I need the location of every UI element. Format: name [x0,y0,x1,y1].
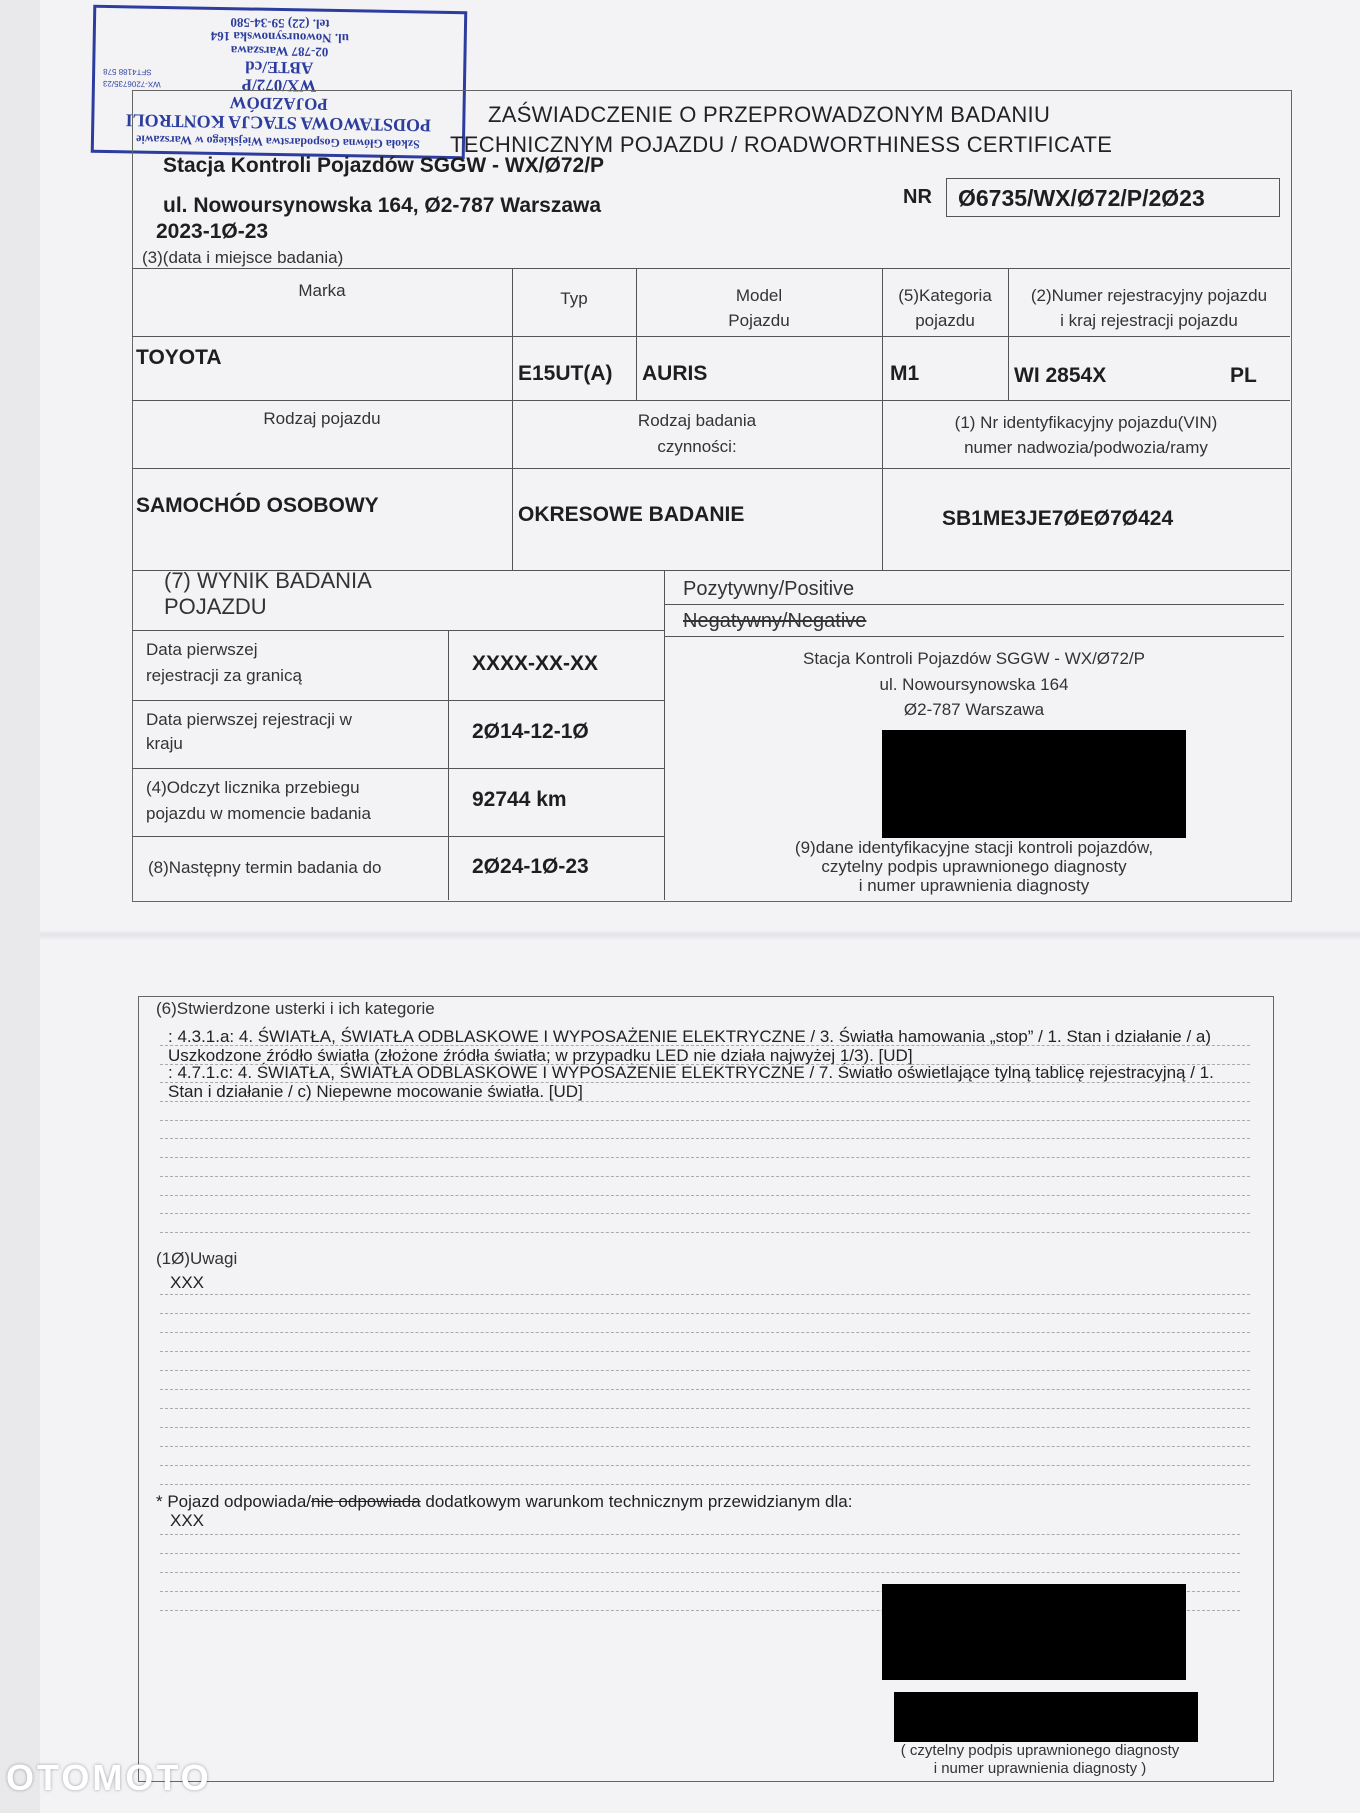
defect-line-1: : 4.3.1.a: 4. ŚWIATŁA, ŚWIATŁA ODBLASKOWE I WYPOSAŻENIE ELEKTRYCZNE / 3. Światła hamowania „stop” / 1. Stan i działanie / a) [168,1027,1212,1046]
typ-label: Typ [560,289,588,308]
defects-heading: (6)Stwierdzone usterki i ich kategorie [156,999,435,1018]
defect-line-2: Uszkodzone źródło światła (złożone źródła światła; w przypadku LED nie działa najwyżej 1/3). [UD] [168,1046,913,1065]
dotted-line [160,1082,1250,1083]
result-positive: Pozytywny/Positive [683,578,855,600]
conditions-prefix: * Pojazd odpowiada/ [156,1492,312,1511]
dotted-line [160,1195,1250,1196]
result-negative: Negatywny/Negative [683,610,867,632]
stamp-line6: 02-787 Warszawa [230,43,329,60]
result-station-line1: Stacja Kontroli Pojazdów SGGW - WX/Ø72/P [802,649,1145,668]
stamp-line1: Szkoła Główna Gospodarstwa Wiejskiego w Warszawie [136,132,420,152]
result-col-line [448,630,449,900]
stamp-line8: tel. (22) 59-34-580 [230,15,330,32]
row-line [132,468,1290,469]
result-row-line [664,636,1284,637]
result-row-line [132,836,664,837]
rodzaj-badania-label-1: Rodzaj badania [637,411,757,430]
station-name: Stacja Kontroli Pojazdów SGGW - WX/Ø72/P [163,154,605,177]
dotted-line [160,1138,1250,1139]
otomoto-watermark: OTOMOTO [6,1757,212,1798]
dotted-line [160,1313,1250,1314]
odometer-value: 92744 km [472,788,567,811]
model-value: AURIS [642,362,708,385]
dotted-line [160,1045,1250,1046]
rodzaj-pojazdu-label: Rodzaj pojazdu [263,409,381,428]
dotted-line [160,1408,1250,1409]
remarks-heading: (1Ø)Uwagi [156,1249,238,1268]
kategoria-label-1: (5)Kategoria [898,286,992,305]
first-domestic-reg-label-2: kraju [146,734,183,753]
odometer-label-1: (4)Odczyt licznika przebiegu [146,778,360,797]
dotted-line [160,1120,1250,1121]
dotted-line [160,1176,1250,1177]
stamp-line2: PODSTAWOWA STACJA KONTROLI [125,110,432,136]
title-line2: TECHNICZNYM POJAZDU / ROADWORTHINESS CERTIFICATE [450,132,1113,157]
dotted-line [160,1370,1250,1371]
nr-label: NR [903,186,932,208]
dotted-line [160,1389,1250,1390]
dotted-line [160,1465,1250,1466]
first-foreign-reg-value: XXXX-XX-XX [472,652,599,675]
inspection-date: 2023-1Ø-23 [156,220,269,243]
stamp-side2: SFT4188 578 [103,66,152,77]
dotted-line [160,1101,1250,1102]
dotted-line [160,1427,1250,1428]
dotted-line [160,1446,1250,1447]
result-station-line2: ul. Nowoursynowska 164 [879,675,1069,694]
kraj-value: PL [1230,364,1257,387]
certificate-number: Ø6735/WX/Ø72/P/2Ø23 [958,185,1205,211]
dotted-line [160,1232,1250,1233]
row-line [132,336,1290,337]
result-sign-caption-3: i numer uprawnienia diagnosty [858,876,1090,895]
wynik-label-2: POJAZDU [164,594,267,619]
result-row-line [664,604,1284,605]
marka-value: TOYOTA [136,346,222,369]
next-inspection-label: (8)Następny termin badania do [148,858,382,877]
stamp-side1: WX-7206735/23 [102,78,161,89]
conditions-value: XXX [170,1511,205,1530]
first-domestic-reg-label-1: Data pierwszej rejestracji w [146,710,352,729]
result-row-line [132,768,664,769]
redacted-signature [894,1692,1198,1742]
stamp-line3: POJAZDÓW [229,93,328,114]
wynik-label-1: (7) WYNIK BADANIA [164,568,372,593]
kategoria-value: M1 [890,362,920,385]
nr-rej-label-2: i kraj rejestracji pojazdu [1060,311,1238,330]
conditions-line [156,1492,852,1512]
marka-label: Marka [298,281,346,300]
typ-value: E15UT(A) [518,362,613,385]
next-inspection-value: 2Ø24-1Ø-23 [472,855,589,878]
redacted-signature [882,730,1186,838]
result-row-line [132,630,664,631]
station-address: ul. Nowoursynowska 164, Ø2-787 Warszawa [163,194,602,217]
remarks-value: XXX [170,1273,205,1292]
result-sign-caption-2: czytelny podpis uprawnionego diagnosty [821,857,1127,876]
nr-rej-value: WI 2854X [1014,364,1107,387]
model-label-2: Pojazdu [728,311,790,330]
first-domestic-reg-value: 2Ø14-12-1Ø [472,720,589,743]
model-label-1: Model [735,286,783,305]
odometer-label-2: pojazdu w momencie badania [146,804,371,823]
dotted-line [160,1484,1250,1485]
stamp-line5: ABTE/cd [245,57,314,78]
conditions-struck: nie odpowiada [311,1492,421,1511]
vin-label-1: (1) Nr identyfikacyjny pojazdu(VIN) [954,413,1218,432]
nr-rej-label-1: (2)Numer rejestracyjny pojazdu [1030,286,1268,305]
rodzaj-badania-value: OKRESOWE BADANIE [518,503,745,526]
result-sign-caption-1: (9)dane identyfikacyjne stacji kontroli pojazdów, [794,838,1154,857]
dotted-line [160,1534,1240,1535]
footer-sign-caption-1: ( czytelny podpis uprawnionego diagnosty [900,1742,1180,1759]
dotted-line [160,1157,1250,1158]
stamp-line4: WX/072/P [241,75,317,96]
first-foreign-reg-label-1: Data pierwszej [146,640,258,659]
defect-line-3: : 4.7.1.c: 4. ŚWIATŁA, ŚWIATŁA ODBLASKOWE I WYPOSAŻENIE ELEKTRYCZNE / 7. Światło oświetlające tylną tablicę rejestracyjną / 1. [168,1063,1214,1082]
redacted-stamp [882,1584,1186,1680]
dotted-line [160,1572,1240,1573]
vin-value: SB1ME3JE7ØEØ7Ø424 [942,507,1174,530]
rodzaj-badania-label-2: czynności: [657,437,737,456]
dotted-line [160,1351,1250,1352]
row-line [132,400,1290,401]
result-row-line [132,700,664,701]
first-foreign-reg-label-2: rejestracji za granicą [146,666,302,685]
rodzaj-pojazdu-value: SAMOCHÓD OSOBOWY [136,494,379,517]
dotted-line [160,1213,1250,1214]
date-caption: (3)(data i miejsce badania) [142,248,344,267]
kategoria-label-2: pojazdu [915,311,975,330]
footer-sign-caption-2: i numer uprawnienia diagnosty ) [933,1760,1147,1777]
stamp-line7: ul. Nowoursynowska 164 [210,28,350,47]
conditions-suffix: dodatkowym warunkom technicznym przewidzianym dla: [420,1492,853,1511]
vin-label-2: numer nadwozia/podwozia/ramy [964,438,1208,457]
title-line1: ZAŚWIADCZENIE O PRZEPROWADZONYM BADANIU [488,102,1051,127]
dotted-line [160,1064,1250,1065]
paper-fold [40,930,1360,940]
row-line [132,268,1290,269]
dotted-line [160,1294,1250,1295]
result-station-line3: Ø2-787 Warszawa [903,700,1045,719]
dotted-line [160,1553,1240,1554]
dotted-line [160,1332,1250,1333]
defect-line-4: Stan i działanie / c) Niepewne mocowanie światła. [UD] [168,1082,583,1101]
